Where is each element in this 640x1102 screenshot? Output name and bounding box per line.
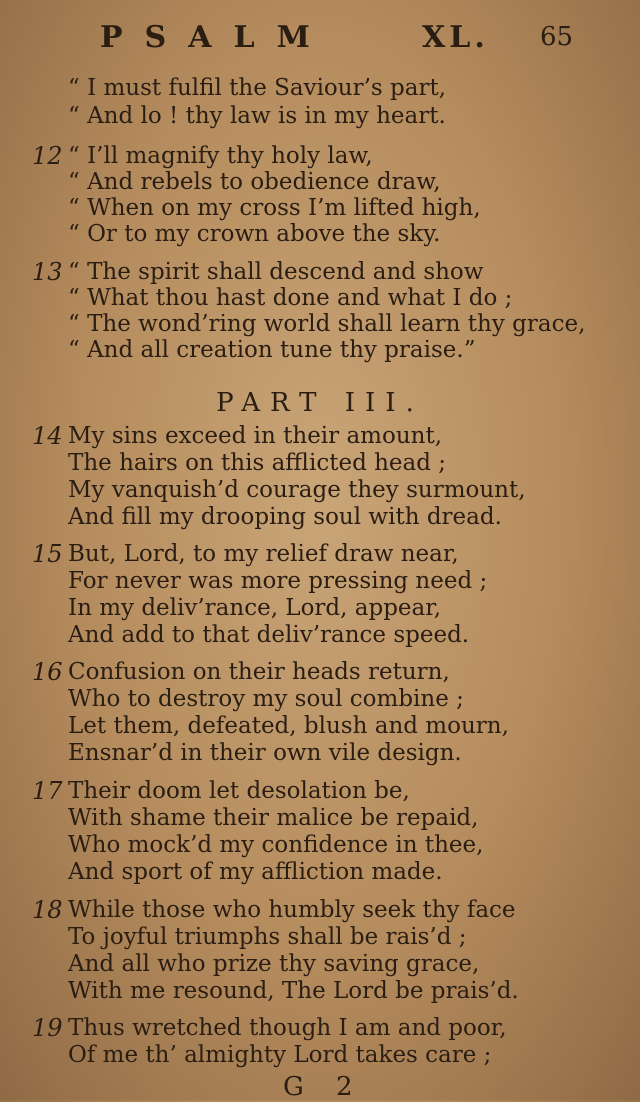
verse-line: “ And all creation tune thy praise.” (68, 337, 476, 363)
verse-line: While those who humbly seek thy face (68, 897, 516, 923)
verse-line: “ The wond’ring world shall learn thy grace, (68, 311, 586, 337)
verse-line: “ When on my cross I’m lifted high, (68, 195, 481, 221)
verse-line: My sins exceed in their amount, (68, 423, 443, 449)
verse-line: Of me th’ almighty Lord takes care ; (68, 1042, 492, 1068)
verse-line: But, Lord, to my relief draw near, (68, 541, 459, 567)
verse-line: The hairs on this afflicted head ; (68, 450, 447, 476)
verse-line: Confusion on their heads return, (68, 659, 450, 685)
running-header (0, 18, 640, 62)
verse-line: To joyful triumphs shall be rais’d ; (68, 924, 467, 950)
verse-line: Let them, defeated, blush and mourn, (68, 713, 509, 739)
verse-line: Ensnar’d in their own vile design. (68, 740, 462, 766)
verse-line: For never was more pressing need ; (68, 568, 488, 594)
signature-mark: G 2 (283, 1072, 365, 1102)
verse-number: 14 (32, 422, 63, 450)
verse-line: “ And lo ! thy law is in my heart. (68, 103, 446, 129)
verse-line: Their doom let desolation be, (68, 778, 410, 804)
verse-line: With me resound, The Lord be prais’d. (68, 978, 519, 1004)
verse-number: 12 (32, 142, 63, 170)
header-title: PSALM (100, 20, 332, 55)
verse-line: With shame their malice be repaid, (68, 805, 479, 831)
verse-number: 18 (32, 896, 63, 924)
verse-line: And add to that deliv’rance speed. (68, 622, 470, 648)
verse-line: In my deliv’rance, Lord, appear, (68, 595, 442, 621)
verse-line: “ What thou hast done and what I do ; (68, 285, 513, 311)
page-number: 65 (540, 22, 574, 52)
verse-line: Who mock’d my confidence in thee, (68, 832, 484, 858)
verse-line: And all who prize thy saving grace, (68, 951, 480, 977)
verse-line: And sport of my affliction made. (68, 859, 443, 885)
verse-number: 19 (32, 1014, 63, 1042)
verse-number: 15 (32, 540, 63, 568)
verse-number: 17 (32, 777, 63, 805)
verse-line: “ And rebels to obedience draw, (68, 169, 441, 195)
verse-line: And fill my drooping soul with dread. (68, 504, 502, 530)
verse-line: “ I must fulfil the Saviour’s part, (68, 75, 446, 101)
verse-line: “ I’ll magnify thy holy law, (68, 143, 373, 169)
header-psalm-number: XL. (422, 20, 489, 55)
verse-line: My vanquish’d courage they surmount, (68, 477, 526, 503)
part-heading: PART III. (216, 388, 424, 418)
verse-line: Who to destroy my soul combine ; (68, 686, 464, 712)
verse-number: 16 (32, 658, 63, 686)
verse-line: “ The spirit shall descend and show (68, 259, 484, 285)
verse-number: 13 (32, 258, 63, 286)
verse-line: “ Or to my crown above the sky. (68, 221, 441, 247)
verse-line: Thus wretched though I am and poor, (68, 1015, 507, 1041)
